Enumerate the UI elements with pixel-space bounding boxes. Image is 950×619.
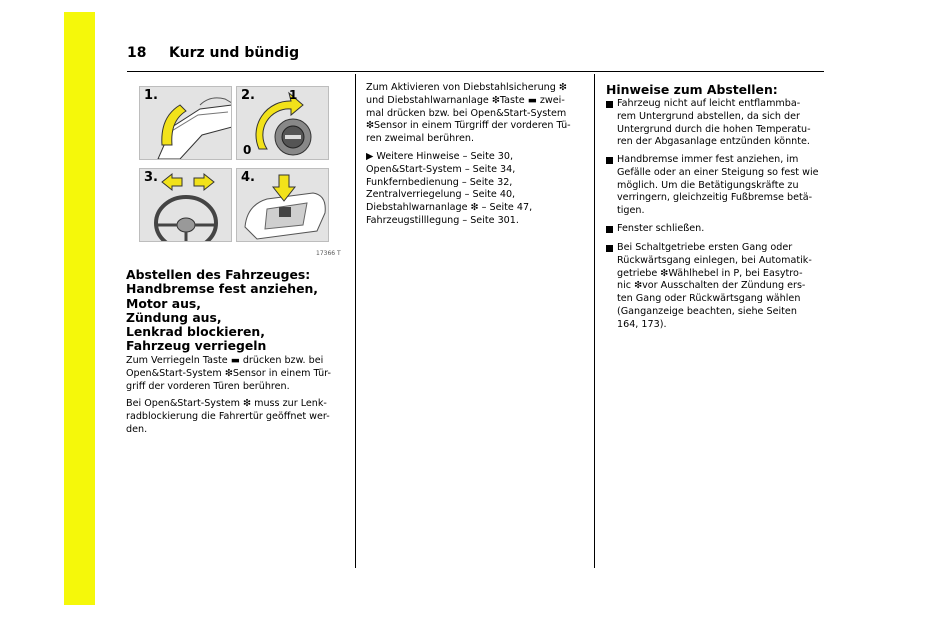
text-line: rem Untergrund abstellen, da sich der <box>617 110 800 122</box>
figure-code: 17366 T <box>316 250 341 257</box>
panel-ignition <box>236 86 329 160</box>
alarm-paragraph <box>366 82 571 146</box>
steering-lock-paragraph <box>126 398 330 436</box>
text-line: Gefälle oder an einer Steigung so fest wie <box>617 166 819 178</box>
header-rule <box>127 71 824 72</box>
panel-key-fob <box>236 168 329 242</box>
bullet-square-icon <box>606 157 613 164</box>
panel-number: 4. <box>241 170 255 185</box>
section-heading: Abstellen des Fahrzeuges: Handbremse fest anziehen, Motor aus, Zündung aus, Lenkrad blockieren, Fahrzeug verriegeln <box>126 267 319 354</box>
text-line: verringern, gleichzeitig Fußbremse betä- <box>617 192 813 204</box>
bullet-item <box>606 242 826 332</box>
key-position-0-label: 0 <box>243 143 252 157</box>
parking-notes-heading: Hinweise zum Abstellen: <box>606 82 778 97</box>
text-line: Fenster schließen. <box>617 223 705 234</box>
bullet-square-icon <box>606 226 613 233</box>
lock-paragraph <box>126 355 331 393</box>
text-line: Bei Schaltgetriebe ersten Gang oder <box>617 242 793 253</box>
text-line: ▶ Weitere Hinweise – Seite 30, <box>366 151 514 162</box>
text-line: und Diebstahlwarnanlage ❇Taste ▬ zwei- <box>366 94 565 106</box>
text-line: getriebe ❇Wählhebel in P, bei Easytro- <box>617 267 803 279</box>
text-line: Fahrzeug nicht auf leicht entflammba- <box>617 98 801 109</box>
panel-number: 3. <box>144 170 158 185</box>
bullet-item <box>606 154 826 218</box>
text-line: Zum Verriegeln Taste ▬ drücken bzw. bei <box>126 355 324 366</box>
cross-references <box>366 151 532 228</box>
text-line: Open&Start-System – Seite 34, <box>366 163 516 175</box>
column-divider-2 <box>594 74 595 568</box>
text-line: Untergrund durch die hohen Temperatu- <box>617 123 811 135</box>
text-line: nic ❇vor Ausschalten der Zündung ers- <box>617 280 806 292</box>
parking-illustration <box>139 86 344 251</box>
text-line: Fahrzeugstilllegung – Seite 301. <box>366 214 519 226</box>
panel-steering-wheel <box>139 168 232 242</box>
text-line: Rückwärtsgang einlegen, bei Automatik- <box>617 254 812 266</box>
text-line: griff der vorderen Türen berühren. <box>126 380 290 392</box>
bullet-item <box>606 223 826 236</box>
text-line: tigen. <box>617 205 645 217</box>
text-line: ren zweimal berühren. <box>366 133 475 145</box>
text-line: Open&Start-System ❇Sensor in einem Tür- <box>126 367 331 379</box>
text-line: mal drücken bzw. bei Open&Start-System <box>366 107 567 119</box>
text-line: Diebstahlwarnanlage ❇ – Seite 47, <box>366 202 533 214</box>
text-line: Handbremse immer fest anziehen, im <box>617 154 799 165</box>
bullet-square-icon <box>606 101 613 108</box>
bullet-item <box>606 98 826 149</box>
panel-number: 2. <box>241 88 255 103</box>
text-line: ❇Sensor in einem Türgriff der vorderen Tü- <box>366 120 571 132</box>
text-line: Zum Aktivieren von Diebstahlsicherung ❇ <box>366 82 567 93</box>
panel-number: 1. <box>144 88 158 103</box>
text-line: ten Gang oder Rückwärtsgang wählen <box>617 293 801 305</box>
text-line: möglich. Um die Betätigungskräfte zu <box>617 179 799 191</box>
page-number: 18 <box>127 45 147 61</box>
key-position-1-label: 1 <box>289 88 298 102</box>
text-line: Zentralverriegelung – Seite 40, <box>366 189 516 201</box>
page-title: Kurz und bündig <box>169 45 300 61</box>
bullet-square-icon <box>606 245 613 252</box>
text-line: ren der Abgasanlage entzünden könnte. <box>617 136 810 148</box>
text-line: Funkfernbedienung – Seite 32, <box>366 176 513 188</box>
yellow-margin-bar <box>64 12 95 605</box>
text-line: 164, 173). <box>617 318 667 330</box>
panel-handbrake <box>139 86 232 160</box>
text-line: Bei Open&Start-System ❇ muss zur Lenk- <box>126 398 327 409</box>
text-line: radblockierung die Fahrertür geöffnet wer- <box>126 410 330 422</box>
column-divider-1 <box>355 74 356 568</box>
text-line: (Ganganzeige beachten, siehe Seiten <box>617 305 797 317</box>
text-line: den. <box>126 423 148 435</box>
